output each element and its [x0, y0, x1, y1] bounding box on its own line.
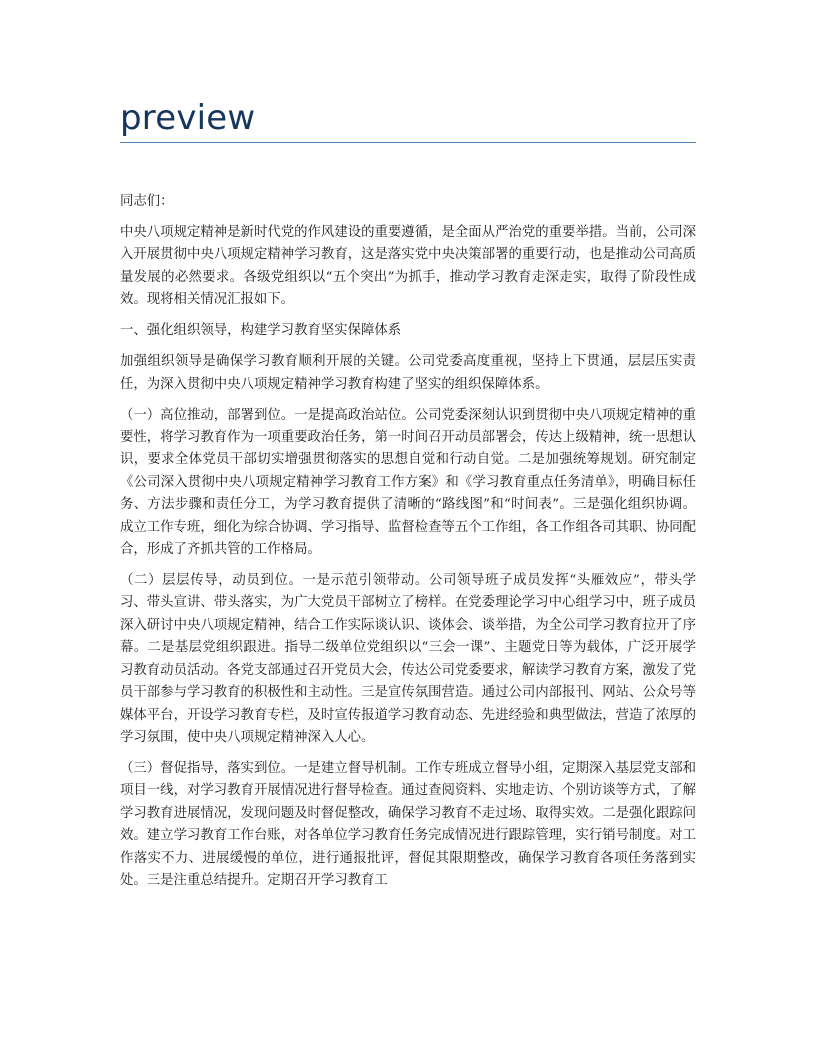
document-body	[120, 191, 696, 892]
document-title: preview	[120, 98, 256, 138]
salutation: 同志们：	[120, 194, 174, 209]
section-heading: 一、强化组织领导，构建学习教育坚实保障体系	[120, 323, 402, 339]
document-page	[120, 0, 696, 901]
body-paragraph: （一）高位推动，部署到位。一是提高政治站位。公司党委深刻认识到贯彻中央八项规定精神的重要性，将学习教育作为一项重要政治任务，第一时间召开动员部署会，传达上级精神，统一思想认识，要求全体党员干部切实增强贯彻落实的思想自觉和行动自觉。二是加强统筹规划。研究制定《公司深入贯彻中央八项规定精神学习教育工作方案》和《学习教育重点任务清单》，明确目标任务、方法步骤和责任分工，为学习教育提供了清晰的“路线图”和“时间表”。三是强化组织协调。成立工作专班，细化为综合协调、学习指导、监督检查等五个工作组，各工作组各司其职、协同配合，形成了齐抓共管的工作格局。	[120, 407, 696, 558]
title-underline	[120, 142, 696, 143]
body-paragraph: （三）督促指导，落实到位。一是建立督导机制。工作专班成立督导小组，定期深入基层党支部和项目一线，对学习教育开展情况进行督导检查。通过查阅资料、实地走访、个别访谈等方式，了解学习教育进展情况，发现问题及时督促整改，确保学习教育不走过场、取得实效。二是强化跟踪问效。建立学习教育工作台账，对各单位学习教育任务完成情况进行跟踪管理，实行销号制度。对工作落实不力、进展缓慢的单位，进行通报批评，督促其限期整改，确保学习教育各项任务落到实处。三是注重总结提升。定期召开学习教育工	[120, 760, 696, 888]
body-paragraph: 中央八项规定精神是新时代党的作风建设的重要遵循，是全面从严治党的重要举措。当前，公司深入开展贯彻中央八项规定精神学习教育，这是落实党中央决策部署的重要行动，也是推动公司高质量发展的必然要求。各级党组织以“五个突出”为抓手，推动学习教育走深走实，取得了阶段性成效。现将相关情况汇报如下。	[120, 225, 696, 308]
body-paragraph: （二）层层传导，动员到位。一是示范引领带动。公司领导班子成员发挥“头雁效应”，带头学习、带头宣讲、带头落实，为广大党员干部树立了榜样。在党委理论学习中心组学习中，班子成员深入研讨中央八项规定精神，结合工作实际谈认识、谈体会、谈举措，为全公司学习教育拉开了序幕。二是基层党组织跟进。指导二级单位党组织以“三会一课”、主题党日等为载体，广泛开展学习教育动员活动。各党支部通过召开党员大会，传达公司党委要求，解读学习教育方案，激发了党员干部参与学习教育的积极性和主动性。三是宣传氛围营造。通过公司内部报刊、网站、公众号等媒体平台，开设学习教育专栏，及时宣传报道学习教育动态、先进经验和典型做法，营造了浓厚的学习氛围，使中央八项规定精神深入人心。	[120, 573, 696, 745]
body-paragraph: 加强组织领导是确保学习教育顺利开展的关键。公司党委高度重视，坚持上下贯通，层层压实责任，为深入贯彻中央八项规定精神学习教育构建了坚实的组织保障体系。	[120, 354, 696, 392]
